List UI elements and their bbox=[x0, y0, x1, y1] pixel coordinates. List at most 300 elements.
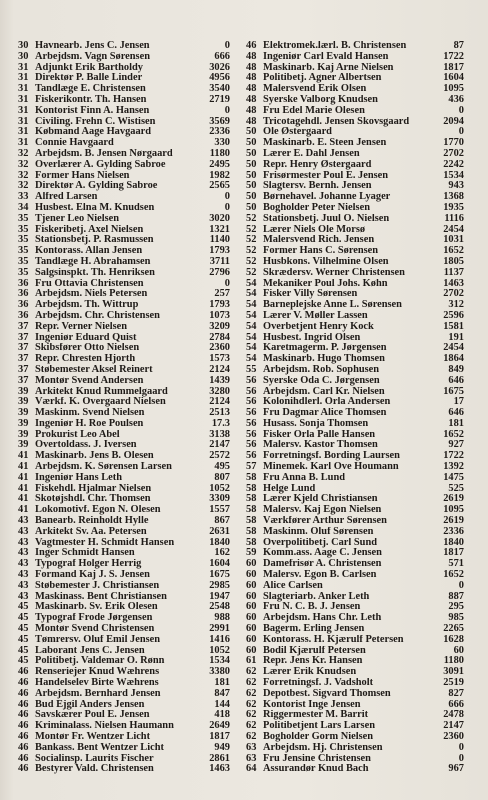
entry-value: 17.3 bbox=[211, 417, 230, 429]
entry-number: 45 bbox=[18, 612, 29, 624]
list-item bbox=[246, 635, 464, 646]
entry-text: Fru Jensine Christensen bbox=[263, 753, 371, 764]
entry-value: 495 bbox=[214, 461, 230, 473]
list-item bbox=[246, 743, 464, 754]
entry-text: Maskinm. Svend Nielsen bbox=[35, 408, 145, 419]
entry-text: Malersv. Egon B. Carlsen bbox=[263, 570, 377, 581]
entry-text: Overlærer A. Gylding Sabroe bbox=[35, 159, 166, 170]
entry-text: Banearb. Reinholdt Hylle bbox=[35, 516, 149, 527]
entry-value: 1180 bbox=[209, 147, 230, 159]
entry-number: 33 bbox=[18, 191, 29, 203]
list-item bbox=[246, 279, 464, 290]
entry-text: Kriminalass. Nielsen Haumann bbox=[35, 721, 174, 732]
entry-number: 45 bbox=[18, 644, 29, 656]
list-item bbox=[246, 322, 464, 333]
entry-number: 37 bbox=[18, 320, 29, 332]
entry-number: 35 bbox=[18, 266, 29, 278]
list-item bbox=[246, 700, 464, 711]
entry-value: 2702 bbox=[443, 288, 464, 300]
entry-value: 295 bbox=[448, 601, 464, 613]
list-item bbox=[18, 581, 230, 592]
entry-value: 849 bbox=[448, 363, 464, 375]
list-item bbox=[246, 300, 464, 311]
entry-number: 54 bbox=[246, 309, 257, 321]
entry-number: 50 bbox=[246, 158, 257, 170]
entry-value: 1392 bbox=[443, 461, 464, 473]
entry-value: 3209 bbox=[209, 320, 230, 332]
entry-number: 43 bbox=[18, 558, 29, 570]
list-item bbox=[18, 419, 230, 430]
list-item bbox=[18, 430, 230, 441]
list-item bbox=[246, 419, 464, 430]
list-item bbox=[18, 322, 230, 333]
entry-number: 56 bbox=[246, 439, 257, 451]
list-item bbox=[18, 289, 230, 300]
list-item bbox=[246, 225, 464, 236]
entry-value: 1864 bbox=[443, 353, 464, 365]
entry-text: Tandlæge E. Christensen bbox=[35, 84, 146, 95]
entry-text: Laborant Jens C. Jensen bbox=[35, 645, 145, 656]
entry-value: 1628 bbox=[443, 633, 464, 645]
list-item bbox=[18, 311, 230, 322]
entry-value: 3020 bbox=[209, 212, 230, 224]
list-item bbox=[246, 63, 464, 74]
entry-number: 41 bbox=[18, 493, 29, 505]
entry-number: 31 bbox=[18, 126, 29, 138]
entry-value: 1675 bbox=[209, 569, 230, 581]
entry-number: 54 bbox=[246, 342, 257, 354]
entry-number: 59 bbox=[246, 547, 257, 559]
entry-number: 56 bbox=[246, 374, 257, 386]
entry-value: 1935 bbox=[443, 201, 464, 213]
entry-number: 39 bbox=[18, 396, 29, 408]
entry-number: 31 bbox=[18, 72, 29, 84]
list-item bbox=[246, 721, 464, 732]
list-item bbox=[246, 624, 464, 635]
list-item bbox=[246, 548, 464, 559]
entry-text: Arbejdsm. Rob. Sophusen bbox=[263, 364, 380, 375]
entry-number: 62 bbox=[246, 666, 257, 678]
list-item bbox=[246, 473, 464, 484]
list-item bbox=[18, 656, 230, 667]
entry-text: Lærer Niels Ole Morsø bbox=[263, 224, 366, 235]
list-item bbox=[246, 387, 464, 398]
entry-text: Montør Svend Christensen bbox=[35, 624, 155, 635]
list-item bbox=[246, 754, 464, 765]
entry-text: Ingeniør H. Roe Poulsen bbox=[35, 418, 144, 429]
entry-value: 0 bbox=[458, 104, 464, 116]
list-item bbox=[18, 63, 230, 74]
entry-text: Fru N. C. B. J. Jensen bbox=[263, 602, 361, 613]
entry-text: Elektromek.lærl. B. Christensen bbox=[263, 41, 407, 51]
list-item bbox=[246, 710, 464, 721]
entry-text: Fiskeribetj. Axel Nielsen bbox=[35, 224, 144, 235]
list-item bbox=[18, 257, 230, 268]
entry-value: 2147 bbox=[209, 439, 230, 451]
entry-text: Kolonihdlerl. Orla Andersen bbox=[263, 397, 391, 408]
entry-number: 54 bbox=[246, 331, 257, 343]
entry-value: 1947 bbox=[209, 590, 230, 602]
entry-number: 63 bbox=[246, 741, 257, 753]
list-item bbox=[246, 268, 464, 279]
list-item bbox=[246, 440, 464, 451]
entry-number: 32 bbox=[18, 147, 29, 159]
entry-number: 43 bbox=[18, 536, 29, 548]
entry-value: 2478 bbox=[443, 709, 464, 721]
entry-value: 312 bbox=[448, 299, 464, 311]
entry-text: Syerske Valborg Knudsen bbox=[263, 94, 378, 105]
entry-text: Lærer V. Møller Lassen bbox=[263, 310, 368, 321]
entry-text: Mekaniker Poul Johs. Køhn bbox=[263, 278, 388, 289]
entry-number: 39 bbox=[18, 439, 29, 451]
entry-text: Bogholder Peter Nielsen bbox=[263, 202, 370, 213]
entry-value: 181 bbox=[214, 677, 230, 689]
entry-text: Forretningsf. J. Vadsholt bbox=[263, 678, 374, 689]
entry-number: 45 bbox=[18, 655, 29, 667]
entry-text: Damefrisør A. Christensen bbox=[263, 559, 382, 570]
entry-text: Arkitekt Sv. Aa. Petersen bbox=[35, 526, 147, 537]
entry-number: 52 bbox=[246, 212, 257, 224]
entry-value: 1817 bbox=[209, 731, 230, 742]
entry-text: Arbejdsm. Carl Kr. Nielsen bbox=[263, 386, 385, 397]
entry-text: Inger Schmidt Hansen bbox=[35, 548, 135, 559]
list-item bbox=[18, 376, 230, 387]
entry-number: 58 bbox=[246, 482, 257, 494]
entry-number: 48 bbox=[246, 72, 257, 84]
entry-text: Ingeniør Hans Leth bbox=[35, 472, 122, 483]
entry-number: 46 bbox=[246, 40, 257, 51]
entry-value: 2360 bbox=[209, 342, 230, 354]
entry-text: Maskinarb. E. Steen Jensen bbox=[263, 138, 387, 149]
entry-value: 949 bbox=[214, 741, 230, 753]
entry-text: Skotøjshdl. Chr. Thomsen bbox=[35, 494, 151, 505]
entry-value: 2147 bbox=[443, 720, 464, 732]
entry-value: 0 bbox=[224, 104, 230, 116]
entry-number: 50 bbox=[246, 180, 257, 192]
entry-text: Renseriejer Knud Wæhrens bbox=[35, 667, 160, 678]
entry-value: 191 bbox=[448, 331, 464, 343]
entry-value: 2719 bbox=[209, 93, 230, 105]
entry-value: 666 bbox=[214, 50, 230, 62]
entry-number: 43 bbox=[18, 525, 29, 537]
entry-value: 646 bbox=[448, 374, 464, 386]
entry-value: 3138 bbox=[209, 428, 230, 440]
entry-value: 1652 bbox=[443, 428, 464, 440]
entry-text: Civiling. Frehn C. Wistisen bbox=[35, 116, 156, 127]
entry-value: 2548 bbox=[209, 601, 230, 613]
list-item bbox=[246, 538, 464, 549]
entry-number: 41 bbox=[18, 504, 29, 516]
entry-number: 43 bbox=[18, 547, 29, 559]
entry-value: 1534 bbox=[209, 655, 230, 667]
list-item bbox=[18, 279, 230, 290]
entry-number: 58 bbox=[246, 536, 257, 548]
list-item bbox=[246, 117, 464, 128]
entry-number: 50 bbox=[246, 201, 257, 213]
list-item bbox=[246, 149, 464, 160]
entry-number: 43 bbox=[18, 590, 29, 602]
list-item bbox=[18, 548, 230, 559]
entry-value: 1095 bbox=[443, 504, 464, 516]
entry-text: Husbest. Elna M. Knudsen bbox=[35, 202, 155, 213]
entry-text: Formand Kaj J. S. Jensen bbox=[35, 570, 150, 581]
entry-value: 807 bbox=[214, 471, 230, 483]
entry-number: 43 bbox=[18, 515, 29, 527]
entry-number: 64 bbox=[246, 763, 257, 775]
entry-text: Socialinsp. Laurits Fischer bbox=[35, 753, 154, 764]
list-item bbox=[246, 41, 464, 52]
entry-number: 56 bbox=[246, 428, 257, 440]
list-item bbox=[18, 397, 230, 408]
entry-number: 41 bbox=[18, 461, 29, 473]
list-item bbox=[246, 365, 464, 376]
entry-number: 46 bbox=[18, 698, 29, 710]
entry-text: Fiskerikontr. Th. Hansen bbox=[35, 94, 147, 105]
entry-value: 1722 bbox=[443, 50, 464, 62]
list-item bbox=[18, 365, 230, 376]
list-item bbox=[246, 203, 464, 214]
entry-value: 2360 bbox=[443, 731, 464, 742]
entry-number: 31 bbox=[18, 104, 29, 116]
entry-text: Vagtmester H. Schmidt Hansen bbox=[35, 537, 175, 548]
list-item bbox=[18, 559, 230, 570]
entry-value: 2796 bbox=[209, 266, 230, 278]
entry-value: 0 bbox=[224, 191, 230, 203]
list-item bbox=[246, 494, 464, 505]
entry-value: 1770 bbox=[443, 137, 464, 149]
entry-number: 58 bbox=[246, 515, 257, 527]
entry-text: Riggermester M. Barrit bbox=[263, 710, 369, 721]
list-item bbox=[246, 214, 464, 225]
entry-value: 1052 bbox=[209, 644, 230, 656]
entry-text: Depotbest. Sigvard Thomsen bbox=[263, 688, 391, 699]
list-item bbox=[18, 505, 230, 516]
right-column bbox=[246, 41, 464, 775]
entry-text: Slagteriarb. Anker Leth bbox=[263, 591, 370, 602]
list-item bbox=[246, 408, 464, 419]
entry-text: Arkitekt Knud Rummelgaard bbox=[35, 386, 168, 397]
list-item bbox=[18, 343, 230, 354]
entry-value: 3280 bbox=[209, 385, 230, 397]
entry-text: Fru Dagmar Alice Thomsen bbox=[263, 408, 387, 419]
list-item bbox=[18, 451, 230, 462]
list-item bbox=[246, 171, 464, 182]
list-item bbox=[18, 52, 230, 63]
entry-text: Komm.ass. Aage C. Jensen bbox=[263, 548, 382, 559]
entry-value: 2094 bbox=[443, 115, 464, 127]
list-item bbox=[18, 484, 230, 495]
entry-text: Typograf Holger Herrig bbox=[35, 559, 142, 570]
entry-number: 46 bbox=[18, 677, 29, 689]
list-item bbox=[246, 451, 464, 462]
entry-number: 46 bbox=[18, 720, 29, 732]
entry-text: Maskinarb. Kaj Arne Nielsen bbox=[263, 62, 394, 73]
entry-number: 43 bbox=[18, 569, 29, 581]
list-item bbox=[246, 592, 464, 603]
entry-text: Slagtersv. Bernh. Jensen bbox=[263, 181, 372, 192]
entry-number: 45 bbox=[18, 623, 29, 635]
list-item bbox=[18, 41, 230, 52]
list-item bbox=[18, 160, 230, 171]
entry-number: 35 bbox=[18, 212, 29, 224]
entry-text: Tricotagehdl. Jensen Skovsgaard bbox=[263, 116, 410, 127]
entry-value: 1368 bbox=[443, 191, 464, 203]
entry-text: Malersvend Erik Olsen bbox=[263, 84, 367, 95]
entry-value: 867 bbox=[214, 515, 230, 527]
entry-text: Bodil Kjærulf Petersen bbox=[263, 645, 366, 656]
entry-number: 36 bbox=[18, 299, 29, 311]
list-item bbox=[246, 246, 464, 257]
entry-text: Montør Svend Andersen bbox=[35, 375, 144, 386]
entry-number: 35 bbox=[18, 223, 29, 235]
entry-text: Malersv. Kastor Thomsen bbox=[263, 440, 378, 451]
entry-text: Arbejdsm. Hj. Christensen bbox=[263, 742, 383, 753]
entry-value: 2596 bbox=[443, 309, 464, 321]
list-item bbox=[246, 646, 464, 657]
entry-text: Værkf. K. Overgaard Nielsen bbox=[35, 397, 166, 408]
list-item bbox=[18, 764, 230, 775]
entry-text: Barneplejske Anne L. Sørensen bbox=[263, 300, 402, 311]
entry-text: Skrædersv. Werner Christensen bbox=[263, 267, 405, 278]
entry-value: 1416 bbox=[209, 633, 230, 645]
list-item bbox=[246, 138, 464, 149]
entry-text: Overtoldass. J. Iversen bbox=[35, 440, 137, 451]
entry-number: 62 bbox=[246, 720, 257, 732]
entry-text: Kontorass. H. Kjærulf Petersen bbox=[263, 634, 404, 645]
entry-value: 2619 bbox=[443, 515, 464, 527]
entry-text: Maskinm. Oluf Sørensen bbox=[263, 526, 374, 537]
entry-text: Montør Fr. Wentzer Licht bbox=[35, 732, 151, 742]
entry-number: 46 bbox=[18, 666, 29, 678]
entry-value: 2242 bbox=[443, 158, 464, 170]
entry-number: 46 bbox=[18, 752, 29, 764]
list-item bbox=[18, 538, 230, 549]
list-item bbox=[18, 354, 230, 365]
entry-number: 60 bbox=[246, 623, 257, 635]
entry-value: 2861 bbox=[209, 752, 230, 764]
list-item bbox=[246, 656, 464, 667]
entry-text: Ingeniør Eduard Quist bbox=[35, 332, 137, 343]
entry-text: Bestyrer Vald. Christensen bbox=[35, 764, 154, 775]
entry-text: Syerske Oda C. Jørgensen bbox=[263, 375, 380, 386]
entry-text: Repr. Verner Nielsen bbox=[35, 321, 128, 332]
entry-value: 144 bbox=[214, 698, 230, 710]
entry-number: 52 bbox=[246, 245, 257, 257]
entry-number: 54 bbox=[246, 320, 257, 332]
entry-value: 1321 bbox=[209, 223, 230, 235]
entry-number: 39 bbox=[18, 428, 29, 440]
entry-text: Forretningsf. Bording Laursen bbox=[263, 451, 400, 462]
entry-value: 2454 bbox=[443, 223, 464, 235]
entry-value: 1463 bbox=[443, 277, 464, 289]
entry-value: 1137 bbox=[443, 266, 464, 278]
entry-number: 58 bbox=[246, 493, 257, 505]
entry-text: Bagerm. Erling Jensen bbox=[263, 624, 365, 635]
list-item bbox=[18, 84, 230, 95]
entry-value: 967 bbox=[448, 763, 464, 775]
entry-value: 0 bbox=[458, 752, 464, 764]
entry-text: Havnearb. Jens C. Jensen bbox=[35, 41, 150, 51]
list-item bbox=[18, 602, 230, 613]
entry-text: Malersv. Kaj Egon Nielsen bbox=[263, 505, 382, 516]
entry-text: Tømrersv. Oluf Emil Jensen bbox=[35, 634, 161, 645]
list-item bbox=[18, 494, 230, 505]
entry-number: 46 bbox=[18, 687, 29, 699]
entry-number: 48 bbox=[246, 93, 257, 105]
entry-text: Husbkons. Vilhelmine Olsen bbox=[263, 256, 389, 267]
entry-number: 34 bbox=[18, 201, 29, 213]
list-item bbox=[246, 505, 464, 516]
entry-text: Stationsbetj. Juul O. Nielsen bbox=[263, 213, 390, 224]
list-item bbox=[18, 300, 230, 311]
entry-value: 847 bbox=[214, 687, 230, 699]
entry-number: 54 bbox=[246, 277, 257, 289]
list-item bbox=[246, 376, 464, 387]
entry-number: 61 bbox=[246, 655, 257, 667]
entry-value: 2985 bbox=[209, 579, 230, 591]
entry-number: 35 bbox=[18, 234, 29, 246]
entry-value: 525 bbox=[448, 482, 464, 494]
list-item bbox=[18, 527, 230, 538]
list-item bbox=[246, 764, 464, 775]
entry-text: Skibsfører Otto Nielsen bbox=[35, 343, 140, 354]
list-item bbox=[246, 689, 464, 700]
entry-value: 2513 bbox=[209, 407, 230, 419]
list-item bbox=[18, 700, 230, 711]
entry-value: 3026 bbox=[209, 61, 230, 73]
list-item bbox=[246, 430, 464, 441]
entry-value: 2702 bbox=[443, 147, 464, 159]
list-item bbox=[246, 667, 464, 678]
entry-text: Fiskehdl. Hjalmar Nielsen bbox=[35, 483, 152, 494]
entry-text: Politibetj. Valdemar O. Rønn bbox=[35, 656, 165, 667]
entry-text: Købmand Aage Havgaard bbox=[35, 127, 152, 138]
entry-text: Former Hans Nielsen bbox=[35, 170, 130, 181]
entry-text: Maskinarb. Jens B. Olesen bbox=[35, 451, 154, 462]
entry-number: 62 bbox=[246, 731, 257, 742]
entry-number: 31 bbox=[18, 83, 29, 95]
entry-value: 985 bbox=[448, 612, 464, 624]
entry-number: 56 bbox=[246, 385, 257, 397]
entry-number: 60 bbox=[246, 590, 257, 602]
entry-number: 52 bbox=[246, 234, 257, 246]
entry-value: 2124 bbox=[209, 396, 230, 408]
entry-number: 43 bbox=[18, 579, 29, 591]
entry-value: 1557 bbox=[209, 504, 230, 516]
entry-number: 46 bbox=[18, 741, 29, 753]
list-item bbox=[246, 602, 464, 613]
entry-number: 32 bbox=[18, 180, 29, 192]
entry-text: Salgsinspkt. Th. Henriksen bbox=[35, 267, 155, 278]
list-item bbox=[246, 235, 464, 246]
entry-number: 32 bbox=[18, 158, 29, 170]
entry-number: 60 bbox=[246, 612, 257, 624]
entry-text: Arbejdsm. K. Sørensen Larsen bbox=[35, 462, 172, 473]
entry-number: 50 bbox=[246, 126, 257, 138]
entry-number: 57 bbox=[246, 461, 257, 473]
entry-number: 46 bbox=[18, 709, 29, 721]
entry-value: 2519 bbox=[443, 677, 464, 689]
list-item bbox=[18, 225, 230, 236]
entry-text: Overpolitibetj. Carl Sund bbox=[263, 537, 378, 548]
entry-number: 48 bbox=[246, 83, 257, 95]
entry-value: 571 bbox=[448, 558, 464, 570]
entry-number: 31 bbox=[18, 115, 29, 127]
entry-value: 1095 bbox=[443, 83, 464, 95]
entry-text: Fru Edel Marie Olesen bbox=[263, 105, 365, 116]
entry-text: Assurandør Knud Bach bbox=[263, 764, 369, 775]
list-item bbox=[18, 689, 230, 700]
